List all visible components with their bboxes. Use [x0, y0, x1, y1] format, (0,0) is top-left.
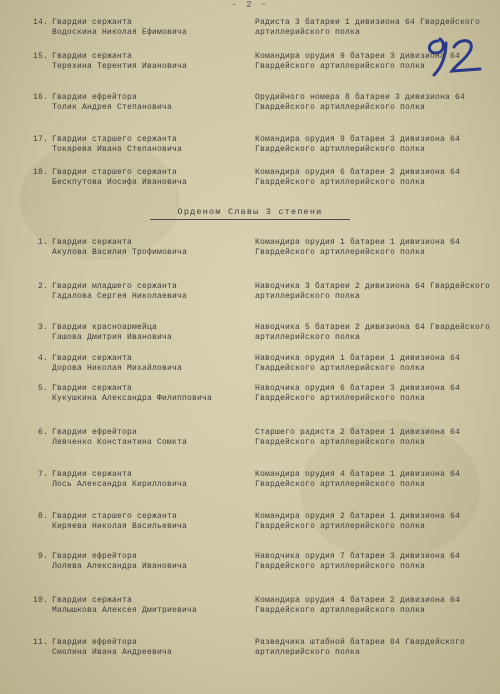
entry-name: Смолина Ивана Андреевича — [52, 648, 173, 657]
entry-number: 8. — [37, 512, 48, 521]
entry-rank: Гвардии ефрейтора — [52, 93, 138, 102]
entry-position: Командира орудия 4 батареи 1 дивизиона 64 Гвардейского артиллерийского полка — [255, 470, 461, 489]
entry-number: 6. — [37, 428, 48, 437]
entry-position: Старшего радиста 2 батареи 1 дивизиона 64 Гвардейского артиллерийского полка — [255, 428, 461, 447]
entry-number: 2. — [37, 282, 48, 291]
entry-rank: Гвардии сержанта — [52, 384, 133, 393]
entry-number: 9. — [37, 552, 48, 561]
entry-number: 4. — [37, 354, 48, 363]
entry-name: Левченко Константина Сомкта — [52, 438, 188, 447]
entry-position: Командира орудия 2 батареи 1 дивизиона 64 Гвардейского артиллерийского полка — [255, 512, 461, 531]
entry-number: 15. — [32, 52, 48, 61]
entry-position: Командира орудия 9 батареи 3 дивизиона 64 Гвардейского артиллерийского полка — [255, 135, 461, 154]
entry-name: Кукушкина Александра Филипповича — [52, 394, 213, 403]
entry-rank: Гвардии сержанта — [52, 238, 133, 247]
entry-rank: Гвардии ефрейтора — [52, 638, 138, 647]
entry-rank: Гвардии сержанта — [52, 52, 133, 61]
entry-name: Водоскина Николая Ефимовича — [52, 28, 188, 37]
entry-number: 3. — [37, 323, 48, 332]
entry-position: Командира орудия 1 батареи 1 дивизиона 64 Гвардейского артиллерийского полка — [255, 238, 461, 257]
entry-rank: Гвардии ефрейтора — [52, 428, 138, 437]
entry-rank: Гвардии старшего сержанта — [52, 168, 178, 177]
entry-position: Наводчика орудия 6 батареи 3 дивизиона 64 Гвардейского артиллерийского полка — [255, 384, 461, 403]
entry-position: Командира орудия 6 батареи 2 дивизиона 64 Гвардейского артиллерийского полка — [255, 168, 461, 187]
entry-position: Орудийного номера 8 батареи 3 дивизиона 64 Гвардейского артиллерийского полка — [255, 93, 466, 112]
entry-position: Радиста 3 батареи 1 дивизиона 64 Гвардейского артиллерийского полка — [255, 18, 481, 37]
section-title-underline — [150, 219, 350, 220]
section-title — [150, 207, 350, 217]
entry-position: Наводчика орудия 1 батареи 1 дивизиона 64 Гвардейского артиллерийского полка — [255, 354, 461, 373]
entry-number: 5. — [37, 384, 48, 393]
entry-number: 11. — [32, 638, 48, 647]
entry-rank: Гвардии сержанта — [52, 354, 133, 363]
entry-rank: Гвардии старшего сержанта — [52, 135, 178, 144]
entry-rank: Гвардии младшего сержанта — [52, 282, 178, 291]
entry-name: Малышкова Алексея Дмитриевича — [52, 606, 198, 615]
section-title-text: Орденом Славы 3 степени — [177, 207, 323, 217]
entry-name: Киряева Николая Васильевича — [52, 522, 188, 531]
entry-rank: Гвардии сержанта — [52, 18, 133, 27]
entry-name: Гадалова Сергея Николаевича — [52, 292, 188, 301]
entry-rank: Гвардии красноармейца — [52, 323, 158, 332]
entry-name: Лолева Александра Ивановича — [52, 562, 188, 571]
entry-number: 18. — [32, 168, 48, 177]
entry-number: 1. — [37, 238, 48, 247]
entry-name: Гашова Дмитрия Ивановича — [52, 333, 173, 342]
entry-position: Наводчика орудия 7 батареи 3 дивизиона 64 Гвардейского артиллерийского полка — [255, 552, 461, 571]
entry-name: Токарева Ивана Степановича — [52, 145, 183, 154]
entry-name: Терехина Терентия Ивановича — [52, 62, 188, 71]
entry-name: Дорова Николая Михайловича — [52, 364, 183, 373]
entry-rank: Гвардии сержанта — [52, 470, 133, 479]
entry-number: 7. — [37, 470, 48, 479]
entry-name: Лось Александра Кирилловича — [52, 480, 188, 489]
entry-position: Наводчика 5 батареи 2 дивизиона 64 Гвардейского артиллерийского полка — [255, 323, 491, 342]
entry-position: Разведчика штабной батареи 64 Гвардейского артиллерийского полка — [255, 638, 466, 657]
entry-rank: Гвардии ефрейтора — [52, 552, 138, 561]
page-header-marker: - 2 - — [231, 0, 269, 10]
entry-number: 14. — [32, 18, 48, 27]
entry-position: Командира орудия 9 батареи 3 дивизиона 64 Гвардейского артиллерийского полка — [255, 52, 461, 71]
entry-position: Наводчика 3 батареи 2 дивизиона 64 Гвардейского артиллерийского полка — [255, 282, 491, 301]
entry-rank: Гвардии сержанта — [52, 596, 133, 605]
entry-number: 17. — [32, 135, 48, 144]
entry-number: 16. — [32, 93, 48, 102]
entry-name: Акулова Василия Трофимовича — [52, 248, 188, 257]
entry-name: Бескпутова Иосифа Ивановича — [52, 178, 188, 187]
entry-position: Командира орудия 4 батареи 2 дивизиона 64 Гвардейского артиллерийского полка — [255, 596, 461, 615]
entry-rank: Гвардии старшего сержанта — [52, 512, 178, 521]
entry-number: 10. — [32, 596, 48, 605]
entry-name: Толик Андрея Степановича — [52, 103, 173, 112]
